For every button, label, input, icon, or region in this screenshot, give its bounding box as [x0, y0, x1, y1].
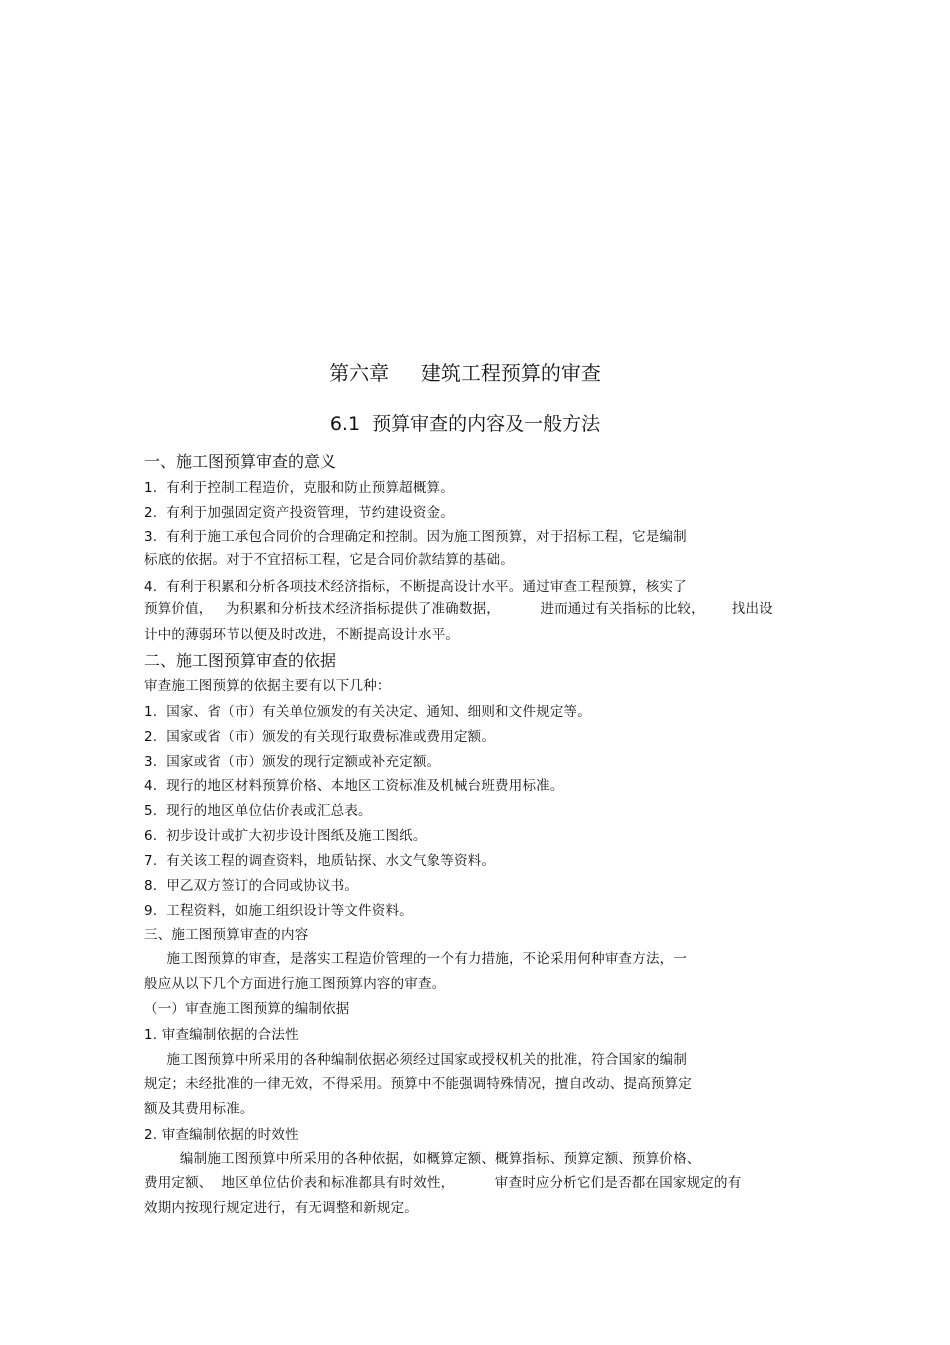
part1-line: 2. 有利于加强固定资产投资管理，节约建设资金。: [144, 505, 454, 521]
part3-line: 效期内按现行规定进行，有无调整和新规定。: [144, 1200, 418, 1216]
part3-line: 般应从以下几个方面进行施工图预算内容的审查。: [144, 976, 446, 992]
part2-line: 6. 初步设计或扩大初步设计图纸及施工图纸。: [144, 828, 427, 844]
part2-heading: 二、施工图预算审查的依据: [144, 651, 337, 670]
part3-line: 1. 审查编制依据的合法性: [144, 1027, 299, 1043]
part3-heading: 三、施工图预算审查的内容: [144, 927, 309, 943]
part1-line: 3. 有利于施工承包合同价的合理确定和控制。因为施工图预算，对于招标工程，它是编制: [144, 529, 687, 545]
part3-line: 额及其费用标准。: [144, 1101, 254, 1117]
part3-line: 规定；未经批准的一律无效，不得采用。预算中不能强调特殊情况，擅自改动、提高预算定: [144, 1076, 692, 1092]
part3-subheading: （一）审查施工图预算的编制依据: [144, 1001, 350, 1017]
part1-line: 1. 有利于控制工程造价，克服和防止预算超概算。: [144, 480, 454, 496]
part3-line: 施工图预算中所采用的各种编制依据必须经过国家或授权机关的批准，符合国家的编制: [144, 1052, 688, 1068]
part2-line: 审查施工图预算的依据主要有以下几种：: [144, 678, 391, 694]
section-title: 6.1 预算审查的内容及一般方法: [329, 413, 601, 435]
part1-line: 4. 有利于积累和分析各项技术经济指标，不断提高设计水平。通过审查工程预算，核实了: [144, 579, 687, 595]
part2-line: 9. 工程资料，如施工组织设计等文件资料。: [144, 903, 413, 919]
part2-line: 5. 现行的地区单位估价表或汇总表。: [144, 803, 372, 819]
part3-line: 2. 审查编制依据的时效性: [144, 1127, 299, 1143]
part2-line: 1. 国家、省（市）有关单位颁发的有关决定、通知、细则和文件规定等。: [144, 704, 591, 720]
part1-heading: 一、施工图预算审查的意义: [144, 452, 337, 471]
part1-line: 标底的依据。对于不宜招标工程，它是合同价款结算的基础。: [144, 552, 514, 568]
part2-line: 8. 甲乙双方签订的合同或协议书。: [144, 878, 359, 894]
part2-line: 7. 有关该工程的调查资料，地质钻探、水文气象等资料。: [144, 853, 496, 869]
part1-line: 计中的薄弱环节以便及时改进，不断提高设计水平。: [144, 627, 460, 643]
part3-line: 编制施工图预算中所采用的各种依据，如概算定额、概算指标、预算定额、预算价格、: [144, 1151, 701, 1167]
part1-line: 预算价值， 为积累和分析技术经济指标提供了准确数据， 进而通过有关指标的比较， 找出设: [144, 601, 773, 617]
part3-line: 费用定额、 地区单位估价表和标准都具有时效性， 审查时应分析它们是否都在国家规定的有: [144, 1175, 742, 1191]
part2-line: 3. 国家或省（市）颁发的现行定额或补充定额。: [144, 754, 441, 770]
chapter-title: 第六章 建筑工程预算的审查: [329, 361, 601, 385]
part3-line: 施工图预算的审查，是落实工程造价管理的一个有力措施，不论采用何种审查方法，一: [144, 951, 688, 967]
part2-line: 4. 现行的地区材料预算价格、本地区工资标准及机械台班费用标准。: [144, 778, 564, 794]
part2-line: 2. 国家或省（市）颁发的有关现行取费标准或费用定额。: [144, 729, 496, 745]
